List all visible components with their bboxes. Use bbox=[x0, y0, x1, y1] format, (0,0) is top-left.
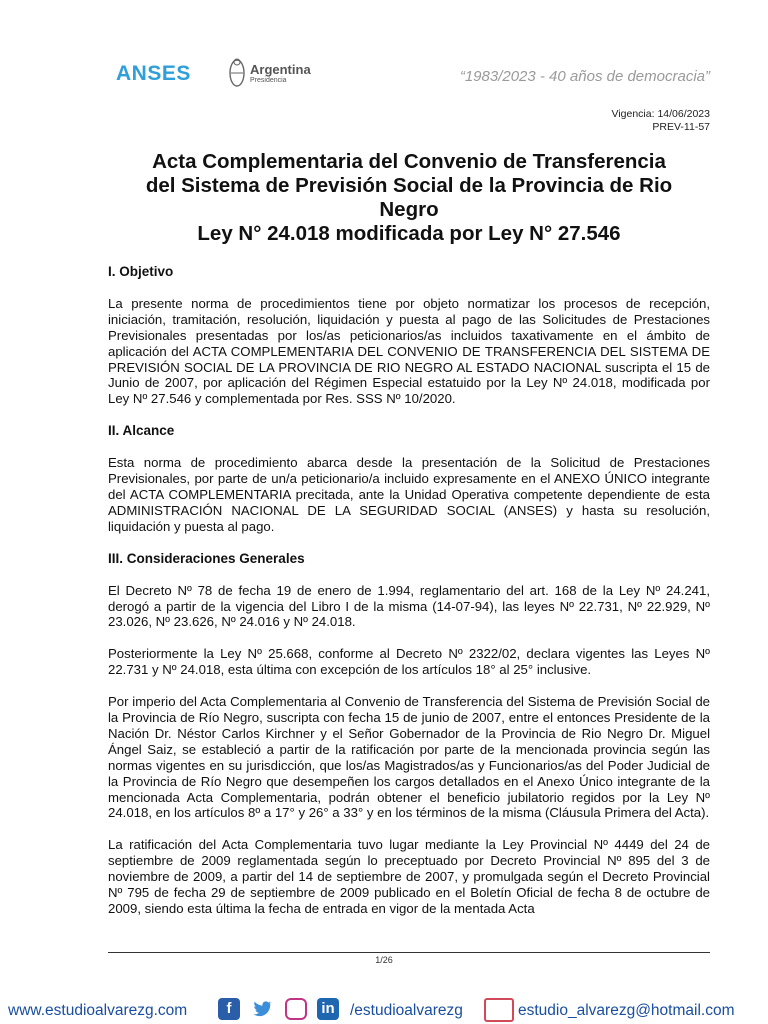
paragraph-ratificacion: La ratificación del Acta Complementaria tuvo lugar mediante la Ley Provincial Nº 4449 del 24 de septiembre de 2009 reglamentada según lo preceptuado por Decreto Provincial Nº 895 del 3 de noviembre de 2009, a partir del 14 de septiembre de 2007, y promulgada según el Decreto Provincial Nº 795 de fecha 29 de septiembre de 2009 publicado en el Boletín Oficial de fecha 8 de octubre de 2009, siendo esta última la fecha de entrada en vigor de la mentada Acta bbox=[108, 837, 710, 916]
page-number: 1/26 bbox=[375, 955, 393, 965]
twitter-icon[interactable] bbox=[251, 998, 273, 1020]
instagram-icon[interactable] bbox=[285, 998, 307, 1020]
document-header bbox=[116, 52, 710, 96]
document-body bbox=[108, 264, 710, 933]
website-link[interactable]: www.estudioalvarezg.com bbox=[8, 1002, 188, 1019]
paragraph-decreto-78: El Decreto Nº 78 de fecha 19 de enero de 1.994, reglamentario del art. 168 de la Ley Nº 24.241, derogó a partir de la vigencia del Libro I de la misma (14-07-94), las leyes Nº 22.731, Nº 22.929, Nº 23.026, Nº 23.626, Nº 24.016 y Nº 24.018. bbox=[108, 582, 710, 630]
argentina-logo-text: Argentina bbox=[250, 62, 311, 77]
title-line-1: Acta Complementaria del Convenio de Transferencia bbox=[152, 150, 666, 173]
section-heading-objetivo: I. Objetivo bbox=[108, 264, 174, 279]
title-line-3: Negro bbox=[379, 198, 439, 221]
vigencia-date: Vigencia: 14/06/2023 bbox=[611, 108, 710, 120]
section-heading-consideraciones: III. Consideraciones Generales bbox=[108, 550, 305, 566]
bottom-contact-bar bbox=[0, 996, 768, 1024]
presidencia-text: Presidencia bbox=[250, 77, 287, 84]
social-handle[interactable]: /estudioalvarezg bbox=[350, 1002, 463, 1019]
paragraph-ley-25668: Posteriormente la Ley Nº 25.668, conforme al Decreto Nº 2322/02, declara vigentes las Leyes Nº 22.731 y Nº 24.018, esta última con excepción de los artículos 18° al 25° inclusive. bbox=[108, 646, 710, 678]
section-heading-alcance: II. Alcance bbox=[108, 423, 175, 439]
document-meta bbox=[612, 108, 710, 134]
paragraph-acta-complementaria: Por imperio del Acta Complementaria al Convenio de Transferencia del Sistema de Previsión Social de la Provincia de Río Negro, suscripta con fecha 15 de junio de 2007, entre el entonces Presidente de la Nación Dr. Néstor Carlos Kirchner y el Señor Gobernador de la Provincia de Rio Negro Dr. Miguel Ángel Saiz, se estableció a partir de la ratificación por parte de la mencionada provincia según las normas vigentes en su jurisdicción, que los/as Magistrados/as y Funcionarios/as del Poder Judicial de la Provincia de Río Negro que desempeñen los cargos detallados en el Anexo Único integrante de la mencionada Acta Complementaria, podrán obtener el beneficio jubilatorio regidos por la Ley Nº 24.018, en los artículos 8º a 17° y 26° a 33° y en los términos de la misma (Cláusula Primera del Acta). bbox=[108, 694, 710, 821]
title-line-4: Ley N° 24.018 modificada por Ley N° 27.546 bbox=[197, 222, 621, 245]
header-motto: “1983/2023 - 40 años de democracia” bbox=[459, 68, 710, 85]
linkedin-icon[interactable]: in bbox=[317, 998, 339, 1020]
document-code: PREV-11-57 bbox=[652, 121, 710, 133]
footer-divider bbox=[108, 952, 710, 953]
anses-logo: ANSES bbox=[116, 62, 191, 85]
facebook-icon[interactable]: f bbox=[218, 998, 240, 1020]
paragraph-objetivo: La presente norma de procedimientos tiene por objeto normatizar los procesos de recepción, iniciación, tramitación, resolución, liquidación y puesta al pago de las Solicitudes de Prestaciones Previsionales presentadas por los/as peticionarios/as incluidos taxativamente en el ámbito de aplicación del ACTA COMPLEMENTARIA DEL CONVENIO DE TRANSFERENCIA DEL SISTEMA DE PREVISIÓN SOCIAL DE LA PROVINCIA DE RIO NEGRO AL ESTADO NACIONAL suscripta el 15 de Junio de 2007, por aplicación del Régimen Especial estatuido por la Ley Nº 24.018, modificada por Ley Nº 27.546 y complementada por Res. SSS Nº 10/2020. bbox=[108, 295, 710, 407]
paragraph-alcance: Esta norma de procedimiento abarca desde la presentación de la Solicitud de Prestaciones Previsionales, por parte de un/a peticionario/a incluido expresamente en el ANEXO ÚNICO integrante del ACTA COMPLEMENTARIA precitada, ante la Unidad Operativa competente dependiente de esta ADMINISTRACIÓN NACIONAL DE LA SEGURIDAD SOCIAL (ANSES) y hasta su resolución, liquidación y puesta al pago. bbox=[108, 455, 710, 534]
title-line-2: del Sistema de Previsión Social de la Provincia de Rio bbox=[145, 174, 673, 197]
document-title bbox=[108, 150, 710, 246]
argentina-emblem-icon bbox=[228, 56, 246, 90]
email-link[interactable]: estudio_alvarezg@hotmail.com bbox=[518, 1002, 735, 1019]
email-icon bbox=[484, 998, 514, 1022]
